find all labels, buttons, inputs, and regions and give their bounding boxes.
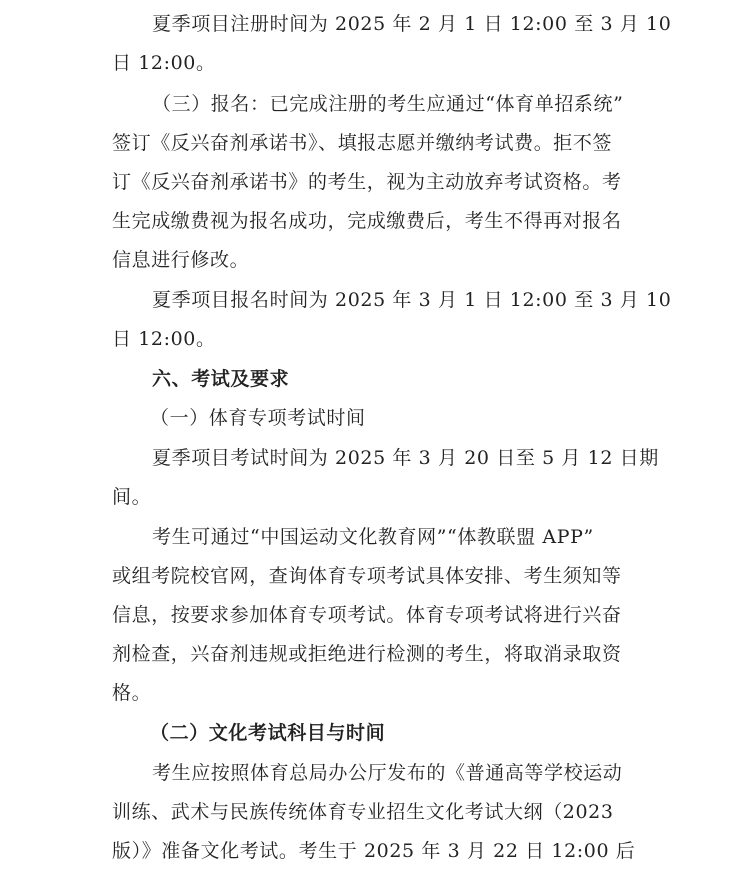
paragraph-registration-line-4: 生完成缴费视为报名成功，完成缴费后，考生不得再对报名 [112, 210, 622, 232]
paragraph-summer-signup-time: 夏季项目报名时间为 2025 年 3 月 1 日 12:00 至 3 月 10 [152, 289, 672, 311]
paragraph-registration-section: （三）报名：已完成注册的考生应通过“体育单招系统” [152, 93, 624, 115]
subheading-cultural-exam: （二）文化考试科目与时间 [150, 722, 386, 744]
subheading-sports-exam-time: （一）体育专项考试时间 [150, 407, 366, 429]
paragraph-summer-registration-time: 夏季项目注册时间为 2025 年 2 月 1 日 12:00 至 3 月 10 [152, 13, 672, 35]
paragraph-registration-line-2: 签订《反兴奋剂承诺书》、填报志愿并缴纳考试费。拒不签 [112, 132, 613, 154]
paragraph-cultural-exam-line-1: 考生应按照体育总局办公厅发布的《普通高等学校运动 [152, 762, 623, 784]
paragraph-exam-info-line-4: 剂检查，兴奋剂违规或拒绝进行检测的考生，将取消录取资 [112, 643, 622, 665]
paragraph-summer-exam-time: 夏季项目考试时间为 2025 年 3 月 20 日至 5 月 12 日期 [152, 447, 659, 469]
paragraph-summer-exam-time-continued: 间。 [112, 486, 152, 508]
paragraph-exam-info-line-3: 信息，按要求参加体育专项考试。体育专项考试将进行兴奋 [112, 604, 622, 626]
paragraph-cultural-exam-line-2: 训练、武术与民族传统体育专业招生文化考试大纲（2023 [112, 801, 614, 823]
paragraph-summer-registration-time-continued: 日 12:00。 [112, 52, 216, 74]
paragraph-summer-signup-time-continued: 日 12:00。 [112, 328, 216, 350]
paragraph-exam-info-line-1: 考生可通过“中国运动文化教育网”“体教联盟 APP” [152, 526, 594, 548]
paragraph-registration-line-5: 信息进行修改。 [112, 249, 250, 271]
paragraph-exam-info-line-2: 或组考院校官网，查询体育专项考试具体安排、考生须知等 [112, 565, 622, 587]
paragraph-cultural-exam-line-3: 版）》准备文化考试。考生于 2025 年 3 月 22 日 12:00 后 [112, 840, 636, 862]
paragraph-registration-line-3: 订《反兴奋剂承诺书》的考生，视为主动放弃考试资格。考 [112, 171, 622, 193]
section-heading-exam-requirements: 六、考试及要求 [152, 368, 290, 390]
paragraph-exam-info-line-5: 格。 [112, 682, 152, 704]
